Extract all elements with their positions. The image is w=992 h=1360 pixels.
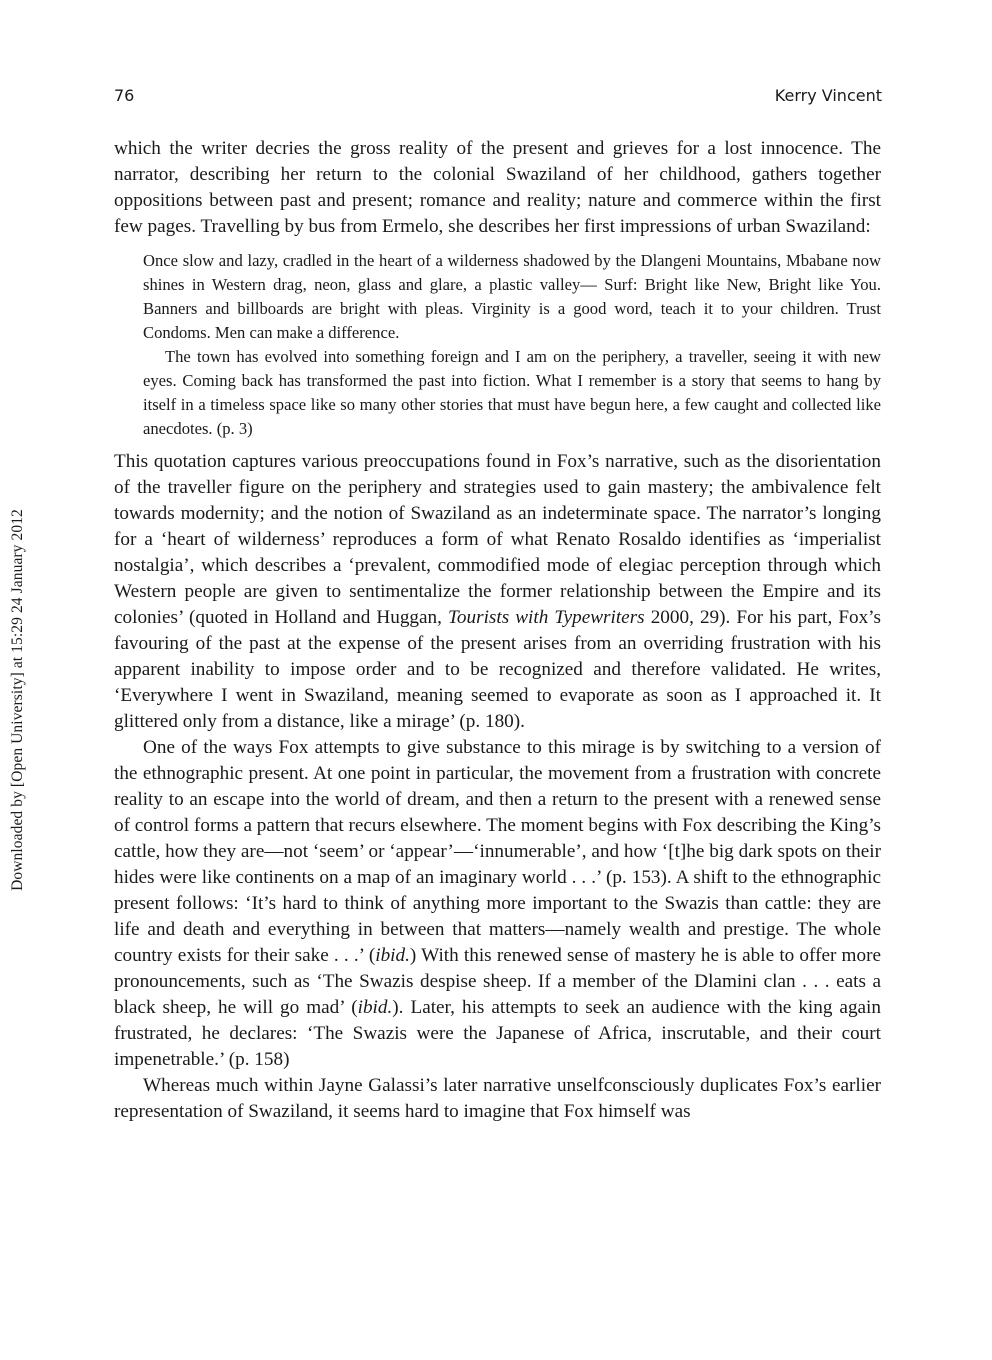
download-note: Downloaded by [Open University] at 15:29 24 January 2012 [9, 509, 26, 891]
paragraph-3 [114, 735, 881, 1073]
running-header [114, 86, 882, 105]
block-quotation [143, 249, 881, 441]
quote-paragraph-1: Once slow and lazy, cradled in the heart of a wilderness shadowed by the Dlangeni Mountains, Mbabane now shines in Western drag, neon, glass and glare, a plastic valley— Surf: Bright like New, Bright like You. Banners and billboards are bright with pleas. Virginity is a good word, teach it to your children. Trust Condoms. Men can make a difference. [143, 251, 881, 342]
book-title: Tourists with Typewriters [448, 607, 645, 628]
paragraph-3-text-c: ). Later, his attempts to seek an audience with the king again frustrated, he declares: ‘The Swazis were the Japanese of Africa, inscrutable, and their court impenetrable.’ (p. 158) [114, 997, 881, 1070]
ibid-1: ibid. [375, 945, 410, 966]
paragraph-2-text-a: This quotation captures various preoccupations found in Fox’s narrative, such as the disorientation of the traveller figure on the periphery and strategies used to gain mastery; the ambivalence felt towards modernity; and the notion of Swaziland as an indeterminate space. The narrator’s longing for a ‘heart of wilderness’ reproduces a form of what Renato Rosaldo identifies as ‘imperialist nostalgia’, which describes a ‘prevalent, commodified mode of elegiac perception through which Western people are given to sentimentalize the former relationship between the Empire and its colonies’ (quoted in Holland and Huggan, [114, 451, 881, 628]
paragraph-4: Whereas much within Jayne Galassi’s later narrative unselfconsciously duplicates Fox’s earlier representation of Swaziland, it seems hard to imagine that Fox himself was [114, 1075, 881, 1122]
quote-paragraph-2: The town has evolved into something foreign and I am on the periphery, a traveller, seeing it with new eyes. Coming back has transformed the past into fiction. What I remember is a story that seems to hang by itself in a timeless space like so many other stories that must have begun here, a few caught and collected like anecdotes. (p. 3) [143, 347, 881, 438]
paragraph-2 [114, 449, 881, 735]
paragraph-3-text-a: One of the ways Fox attempts to give substance to this mirage is by switching to a version of the ethnographic present. At one point in particular, the movement from a frustration with concrete reality to an escape into the world of dream, and then a return to the present with a renewed sense of control forms a pattern that recurs elsewhere. The moment begins with Fox describing the King’s cattle, how they are—not ‘seem’ or ‘appear’—‘innumerable’, and how ‘[t]he big dark spots on their hides were like continents on a map of an imaginary world . . .’ (p. 153). A shift to the ethnographic present follows: ‘It’s hard to think of anything more important to the Swazis than cattle: they are life and death and everything in between that matters—namely wealth and prestige. The whole country exists for their sake . . .’ ( [114, 737, 881, 966]
page-number: 76 [114, 86, 135, 105]
ibid-2: ibid. [357, 997, 393, 1018]
paragraph-1: which the writer decries the gross reality of the present and grieves for a lost innocence. The narrator, describing her return to the colonial Swaziland of her childhood, gathers together oppositions between past and present; romance and reality; nature and commerce within the first few pages. Travelling by bus from Ermelo, she describes her first impressions of urban Swaziland: [114, 138, 881, 237]
paragraph-2-text-b: 2000, 29). For his part, Fox’s favouring of the past at the expense of the present arises from an overriding frustration with his apparent inability to impose order and to be recognized and therefore validated. He writes, ‘Everywhere I went in Swaziland, meaning seemed to evaporate as soon as I approached it. It glittered only from a distance, like a mirage’ (p. 180). [114, 607, 881, 732]
paragraph-3-text-b: ) With this renewed sense of mastery he is able to offer more pronouncements, such as ‘The Swazis despise sheep. If a member of the Dlamini clan . . . eats a black sheep, he will go mad’ ( [114, 945, 881, 1018]
article-body [114, 136, 881, 1125]
running-head-author: Kerry Vincent [774, 86, 882, 105]
download-watermark [2, 440, 34, 960]
